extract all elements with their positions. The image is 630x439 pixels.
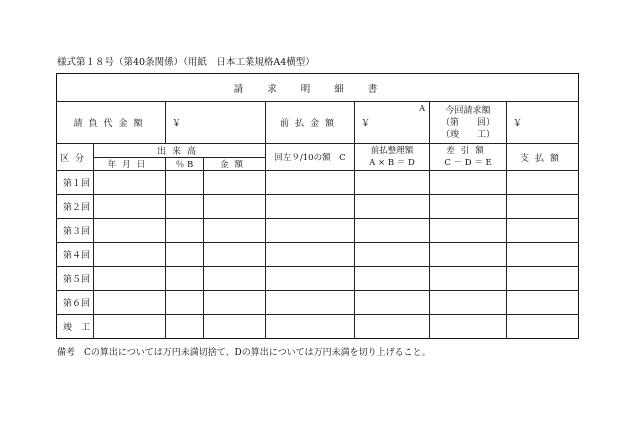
row-label: 第２回	[57, 195, 94, 219]
payment-cell[interactable]	[507, 291, 579, 315]
difference-header	[430, 144, 507, 171]
payment-cell[interactable]	[507, 195, 579, 219]
payment-cell[interactable]	[507, 315, 579, 339]
percent-cell[interactable]	[166, 171, 204, 195]
row-label: 第４回	[57, 243, 94, 267]
difference-header-line: 差引額	[446, 146, 490, 156]
advance-mark: A	[419, 104, 425, 113]
amount-header: 金額	[204, 158, 266, 171]
nine-tenths-cell[interactable]	[266, 267, 355, 291]
difference-cell[interactable]	[430, 171, 507, 195]
nine-tenths-cell[interactable]	[266, 291, 355, 315]
completed-header: 出来高	[94, 144, 266, 158]
this-request-label-line: （第 回）	[440, 117, 495, 128]
difference-cell[interactable]	[430, 219, 507, 243]
payment-cell[interactable]	[507, 267, 579, 291]
advance-adjust-cell[interactable]	[355, 267, 430, 291]
advance-adjust-header-line: A × B ＝ D	[369, 158, 415, 168]
nine-tenths-cell[interactable]	[266, 171, 355, 195]
this-request-label-line: （竣 工）	[440, 129, 495, 140]
form-number-header: 様式第１８号（第40条関係）（用紙 日本工業規格A4横型）	[57, 57, 315, 68]
this-request-value[interactable]: ￥	[507, 102, 579, 144]
percent-cell[interactable]	[166, 291, 204, 315]
row-label: 第６回	[57, 291, 94, 315]
date-cell[interactable]	[94, 171, 166, 195]
invoice-detail-table	[56, 73, 579, 339]
difference-cell[interactable]	[430, 315, 507, 339]
date-cell[interactable]	[94, 291, 166, 315]
payment-cell[interactable]	[507, 171, 579, 195]
advance-adjust-header-line: 前払整理額	[370, 146, 414, 156]
contract-amount-value[interactable]: ￥	[166, 102, 266, 144]
nine-tenths-header: 回左９/10の額 C	[266, 144, 355, 171]
amount-cell[interactable]	[204, 315, 266, 339]
date-cell[interactable]	[94, 219, 166, 243]
percent-cell[interactable]	[166, 243, 204, 267]
advance-amount-label: 前払金額	[266, 102, 355, 144]
date-cell[interactable]	[94, 195, 166, 219]
form-title: 請求明細書	[57, 74, 579, 102]
row-label: 竣 工	[57, 315, 94, 339]
row-label: 第５回	[57, 267, 94, 291]
this-request-label-line: 今回請求額	[445, 105, 491, 116]
percent-cell[interactable]	[166, 195, 204, 219]
payment-header: 支払額	[507, 144, 579, 171]
percent-cell[interactable]	[166, 267, 204, 291]
payment-cell[interactable]	[507, 219, 579, 243]
row-label: 第３回	[57, 219, 94, 243]
advance-adjust-cell[interactable]	[355, 315, 430, 339]
contract-amount-label: 請負代金額	[57, 102, 166, 144]
advance-amount-value: ￥	[361, 119, 371, 129]
difference-header-line: C － D ＝ E	[444, 158, 492, 168]
nine-tenths-cell[interactable]	[266, 243, 355, 267]
date-cell[interactable]	[94, 243, 166, 267]
this-request-label	[430, 102, 507, 144]
amount-cell[interactable]	[204, 195, 266, 219]
advance-adjust-cell[interactable]	[355, 291, 430, 315]
date-cell[interactable]	[94, 267, 166, 291]
difference-cell[interactable]	[430, 195, 507, 219]
advance-adjust-cell[interactable]	[355, 243, 430, 267]
advance-adjust-cell[interactable]	[355, 195, 430, 219]
amount-cell[interactable]	[204, 171, 266, 195]
date-header: 年月日	[94, 158, 166, 171]
amount-cell[interactable]	[204, 219, 266, 243]
difference-cell[interactable]	[430, 267, 507, 291]
advance-adjust-cell[interactable]	[355, 171, 430, 195]
percent-header: ％ B	[166, 158, 204, 171]
nine-tenths-cell[interactable]	[266, 195, 355, 219]
difference-cell[interactable]	[430, 291, 507, 315]
amount-cell[interactable]	[204, 291, 266, 315]
percent-cell[interactable]	[166, 219, 204, 243]
date-cell[interactable]	[94, 315, 166, 339]
percent-cell[interactable]	[166, 315, 204, 339]
nine-tenths-cell[interactable]	[266, 315, 355, 339]
nine-tenths-cell[interactable]	[266, 219, 355, 243]
amount-cell[interactable]	[204, 267, 266, 291]
row-label: 第１回	[57, 171, 94, 195]
payment-cell[interactable]	[507, 243, 579, 267]
advance-amount-cell[interactable]	[355, 102, 430, 144]
advance-adjust-header	[355, 144, 430, 171]
advance-adjust-cell[interactable]	[355, 219, 430, 243]
difference-cell[interactable]	[430, 243, 507, 267]
footnote: 備考 Cの算出については万円未満切捨て、Dの算出については万円未満を切り上げること。	[57, 348, 431, 358]
amount-cell[interactable]	[204, 243, 266, 267]
category-header: 区分	[57, 144, 94, 171]
